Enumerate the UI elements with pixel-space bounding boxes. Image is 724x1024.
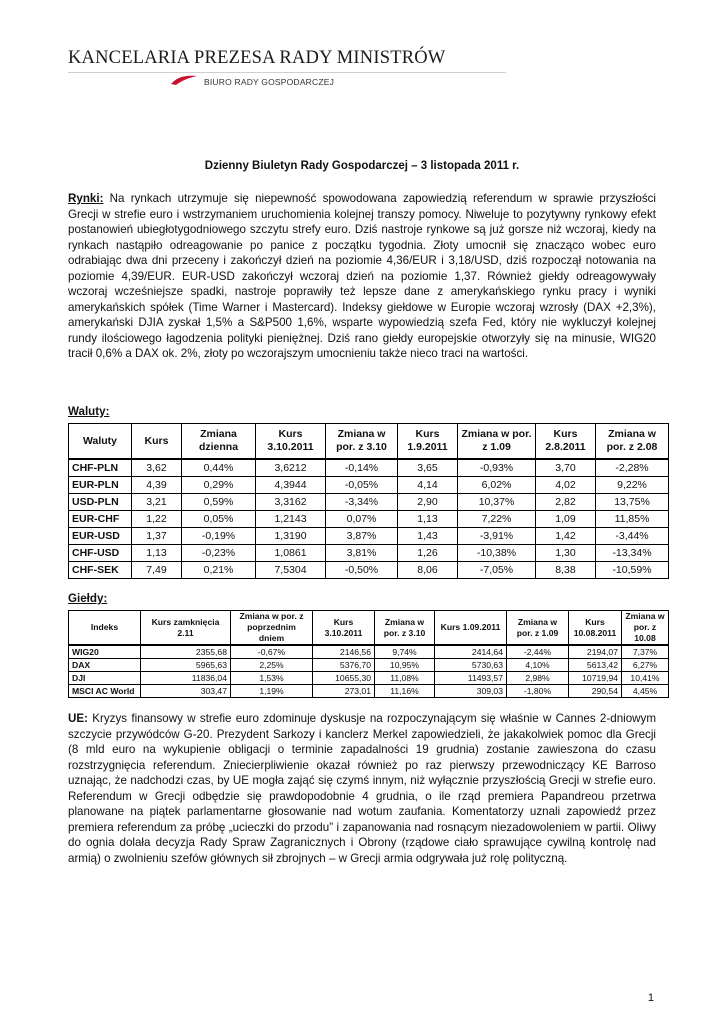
index-table-row-label: DJI: [69, 672, 141, 685]
currency-table-cell: 4,39: [132, 477, 182, 494]
currency-table-row-label: CHF-USD: [69, 545, 132, 562]
currency-table-cell: -0,23%: [182, 545, 256, 562]
currency-table-cell: -3,44%: [596, 528, 669, 545]
currency-table-cell: 0,21%: [182, 562, 256, 579]
markets-label: Rynki:: [68, 192, 104, 205]
index-table-cell: 10,95%: [375, 659, 435, 672]
currency-table-row: [69, 494, 669, 511]
index-table-row: [69, 659, 669, 672]
currency-table-cell: 11,85%: [596, 511, 669, 528]
index-table-column-header: Zmiana w por. z poprzednim dniem: [231, 611, 313, 646]
currency-table-cell: 4,3944: [256, 477, 326, 494]
stock-index-table: [68, 610, 669, 698]
currency-table-row: [69, 477, 669, 494]
index-table-cell: 303,47: [141, 685, 231, 698]
currency-table-row-label: USD-PLN: [69, 494, 132, 511]
index-table-column-header: Kurs 3.10.2011: [313, 611, 375, 646]
currency-table-cell: 13,75%: [596, 494, 669, 511]
currency-table-cell: 4,02: [536, 477, 596, 494]
currency-table-row-label: CHF-SEK: [69, 562, 132, 579]
markets-paragraph: [68, 191, 656, 362]
currency-table-column-header: Zmiana dzienna: [182, 424, 256, 460]
index-table-cell: 309,03: [435, 685, 507, 698]
currency-table-cell: -13,34%: [596, 545, 669, 562]
index-table-row: [69, 672, 669, 685]
currency-table-cell: -10,59%: [596, 562, 669, 579]
index-table-column-header: Zmiana w por. z 3.10: [375, 611, 435, 646]
index-table-cell: 2146,56: [313, 645, 375, 659]
index-table-cell: 5376,70: [313, 659, 375, 672]
index-table-cell: -2,44%: [507, 645, 569, 659]
currency-table-cell: 0,05%: [182, 511, 256, 528]
currency-table: [68, 423, 669, 579]
index-table-cell: 5730,63: [435, 659, 507, 672]
index-table-column-header: Zmiana w por. z 10.08: [622, 611, 669, 646]
currency-table-cell: 1,13: [398, 511, 458, 528]
eu-text: Kryzys finansowy w strefie euro zdominuje dyskusje na rozpoczynającym się właśnie w Cannes 2-dniowym szczycie przywódców G-20. Prezydent Sarkozy i kanclerz Merkel zapowiedzieli, że jakakolwiek pomoc dla Grecji (8 mld euro na wykupienie obligacji o terminie zapadalności 19 grudnia) zostanie zawieszona do czasu rozstrzygnięcia referendum. Zniecierpliwienie okazał również po raz pierwszy przewodniczący KE Barroso uznając, że nadchodzi czas, by UE mogła zająć się czymś innym, niż wyłącznie przyszłością Grecji w strefie euro. Referendum w Grecji odbędzie się prawdopodobnie 4 grudnia, o ile rząd premiera Papandreou przetrwa planowane na piątek parlamentarne głosowanie nad wotum zaufania. Komentatorzy uznali zapowiedź przez premiera referendum za próbę „ucieczki do przodu” i zapanowania nad rosnącym niezadowoleniem w partii. Oliwy do ognia dolała decyzja Rady Spraw Zagranicznych i Obrony (rządowe ciało sprawujące cywilną kontrolę nad armią) o zwolnieniu szefów głównych sił zbrojnych – w Grecji armia odgrywała już rolę polityczną.: [68, 712, 656, 865]
eu-paragraph: [68, 711, 656, 866]
currency-table-cell: -0,93%: [458, 459, 536, 477]
index-table-cell: 6,27%: [622, 659, 669, 672]
currency-table-cell: 0,29%: [182, 477, 256, 494]
currency-table-cell: 3,70: [536, 459, 596, 477]
index-table-cell: 5965,63: [141, 659, 231, 672]
markets-text: Na rynkach utrzymuje się niepewność spowodowana zapowiedzią referendum w sprawie przyszłości Grecji w strefie euro i wstrzymaniem uruchomienia kolejnej transzy pomocy. Niweluje to pozytywny rynkowy efekt postanowień ubiegłotygodniowego szczytu strefy euro. Dziś nastroje rynkowe są już gorsze niż wczoraj, kiedy na rynkach nastąpiło odreagowanie po panice z początku tygodnia. Złoty umocnił się znacząco wobec euro odrabiając dwa dni przeceny i zakończył dzień na poziomie 4,36/EUR i 3,18/USD, dziś rozpoczął notowania na poziomie 4,39/EUR. EUR-USD zakończył wczoraj dzień na poziomie 1,37. Również giełdy odreagowywały wczoraj wcześniejsze spadki, nastroje poprawiły też lepsze dane z amerykańskiego rynku pracy i wyniki amerykańskich spółek (Time Warner i Mastercard). Indeksy giełdowe w Europie wczoraj wzrosły (DAX +2,3%), amerykański DJIA zyskał 1,5% a S&P500 1,6%, wsparte wypowiedzią szefa Fed, który nie wykluczył kolejnej rundy ilościowego łagodzenia polityki pieniężnej. Dziś rano giełdy europejskie otworzyły się na minusie, WIG20 tracił 0,6% a DAX ok. 2%, złoty po wczorajszym umocnieniu także nieco traci na wartości.: [68, 192, 656, 361]
index-table-row-label: MSCI AC World: [69, 685, 141, 698]
currency-table-cell: -2,28%: [596, 459, 669, 477]
currency-table-row: [69, 545, 669, 562]
currency-table-cell: 1,3190: [256, 528, 326, 545]
currency-table-cell: 1,13: [132, 545, 182, 562]
currency-table-row-label: CHF-PLN: [69, 459, 132, 477]
ministry-title: KANCELARIA PREZESA RADY MINISTRÓW: [68, 48, 446, 68]
index-table-column-header: Indeks: [69, 611, 141, 646]
index-table-cell: 11,16%: [375, 685, 435, 698]
currency-table-cell: 1,0861: [256, 545, 326, 562]
currency-table-cell: 0,07%: [326, 511, 398, 528]
currency-table-cell: 3,21: [132, 494, 182, 511]
currency-table-cell: 6,02%: [458, 477, 536, 494]
index-table-cell: -1,80%: [507, 685, 569, 698]
currencies-heading: Waluty:: [68, 405, 110, 418]
currency-table-cell: 3,6212: [256, 459, 326, 477]
currency-table-cell: 8,06: [398, 562, 458, 579]
currency-table-column-header: Waluty: [69, 424, 132, 460]
currency-table-cell: -3,34%: [326, 494, 398, 511]
currency-table-cell: 1,30: [536, 545, 596, 562]
currency-table-cell: -0,05%: [326, 477, 398, 494]
currency-table-cell: 7,5304: [256, 562, 326, 579]
currency-table-row: [69, 459, 669, 477]
currency-table-row-label: EUR-USD: [69, 528, 132, 545]
index-table-column-header: Kurs 10.08.2011: [569, 611, 622, 646]
index-table-cell: 2355,68: [141, 645, 231, 659]
index-table-cell: 2194,07: [569, 645, 622, 659]
index-table-cell: 2,25%: [231, 659, 313, 672]
currency-table-row: [69, 511, 669, 528]
currency-table-cell: 10,37%: [458, 494, 536, 511]
index-table-cell: 273,01: [313, 685, 375, 698]
currency-table-cell: 9,22%: [596, 477, 669, 494]
currency-table-cell: 3,65: [398, 459, 458, 477]
eu-label: UE:: [68, 712, 88, 725]
currency-table-cell: 1,22: [132, 511, 182, 528]
currency-table-cell: 3,3162: [256, 494, 326, 511]
currency-table-header-row: [69, 424, 669, 460]
index-table-cell: 10719,94: [569, 672, 622, 685]
index-table-cell: -0,67%: [231, 645, 313, 659]
currency-table-column-header: Kurs 2.8.2011: [536, 424, 596, 460]
currency-table-cell: 4,14: [398, 477, 458, 494]
currency-table-cell: 1,2143: [256, 511, 326, 528]
currency-table-column-header: Zmiana w por. z 2.08: [596, 424, 669, 460]
index-table-row: [69, 645, 669, 659]
index-table-cell: 10,41%: [622, 672, 669, 685]
currency-table-row: [69, 562, 669, 579]
index-table-cell: 2414,64: [435, 645, 507, 659]
index-table-row-label: DAX: [69, 659, 141, 672]
currency-table-cell: 1,09: [536, 511, 596, 528]
currency-table-column-header: Kurs 1.9.2011: [398, 424, 458, 460]
currency-table-cell: -0,14%: [326, 459, 398, 477]
index-table-cell: 11836,04: [141, 672, 231, 685]
index-table-row: [69, 685, 669, 698]
flag-logo-icon: [170, 74, 198, 86]
index-table-cell: 10655,30: [313, 672, 375, 685]
currency-table-cell: -10,38%: [458, 545, 536, 562]
page-number: 1: [647, 992, 654, 1004]
index-table-column-header: Zmiana w por. z 1.09: [507, 611, 569, 646]
currency-table-cell: 1,42: [536, 528, 596, 545]
currency-table-cell: 2,82: [536, 494, 596, 511]
currency-table-cell: 1,26: [398, 545, 458, 562]
currency-table-cell: 1,37: [132, 528, 182, 545]
header-divider: [68, 72, 506, 73]
index-table-column-header: Kurs zamknięcia 2.11: [141, 611, 231, 646]
currency-table-cell: 3,87%: [326, 528, 398, 545]
index-table-cell: 290,54: [569, 685, 622, 698]
currency-table-cell: 3,81%: [326, 545, 398, 562]
currency-table-row-label: EUR-PLN: [69, 477, 132, 494]
currency-table-cell: -0,50%: [326, 562, 398, 579]
currency-table-cell: 8,38: [536, 562, 596, 579]
currency-table-cell: -3,91%: [458, 528, 536, 545]
stock-exchanges-heading: Giełdy:: [68, 592, 108, 605]
index-table-row-label: WIG20: [69, 645, 141, 659]
index-table-cell: 4,10%: [507, 659, 569, 672]
index-table-cell: 11493,57: [435, 672, 507, 685]
currency-table-cell: 3,62: [132, 459, 182, 477]
index-table-cell: 7,37%: [622, 645, 669, 659]
currency-table-cell: 7,49: [132, 562, 182, 579]
index-table-cell: 11,08%: [375, 672, 435, 685]
department-name: BIURO RADY GOSPODARCZEJ: [204, 77, 335, 87]
currency-table-row: [69, 528, 669, 545]
currency-table-row-label: EUR-CHF: [69, 511, 132, 528]
index-table-cell: 4,45%: [622, 685, 669, 698]
currency-table-cell: 0,59%: [182, 494, 256, 511]
currency-table-cell: -0,19%: [182, 528, 256, 545]
index-table-cell: 2,98%: [507, 672, 569, 685]
index-table-cell: 1,53%: [231, 672, 313, 685]
currency-table-cell: 0,44%: [182, 459, 256, 477]
currency-table-column-header: Zmiana w por. z 1.09: [458, 424, 536, 460]
index-table-cell: 9,74%: [375, 645, 435, 659]
index-table-column-header: Kurs 1.09.2011: [435, 611, 507, 646]
index-table-header-row: [69, 611, 669, 646]
index-table-cell: 5613,42: [569, 659, 622, 672]
document-title: Dzienny Biuletyn Rady Gospodarczej – 3 listopada 2011 r.: [204, 160, 520, 172]
currency-table-column-header: Kurs: [132, 424, 182, 460]
currency-table-cell: -7,05%: [458, 562, 536, 579]
currency-table-cell: 7,22%: [458, 511, 536, 528]
currency-table-column-header: Zmiana w por. z 3.10: [326, 424, 398, 460]
currency-table-column-header: Kurs 3.10.2011: [256, 424, 326, 460]
currency-table-cell: 2,90: [398, 494, 458, 511]
currency-table-cell: 1,43: [398, 528, 458, 545]
index-table-cell: 1,19%: [231, 685, 313, 698]
